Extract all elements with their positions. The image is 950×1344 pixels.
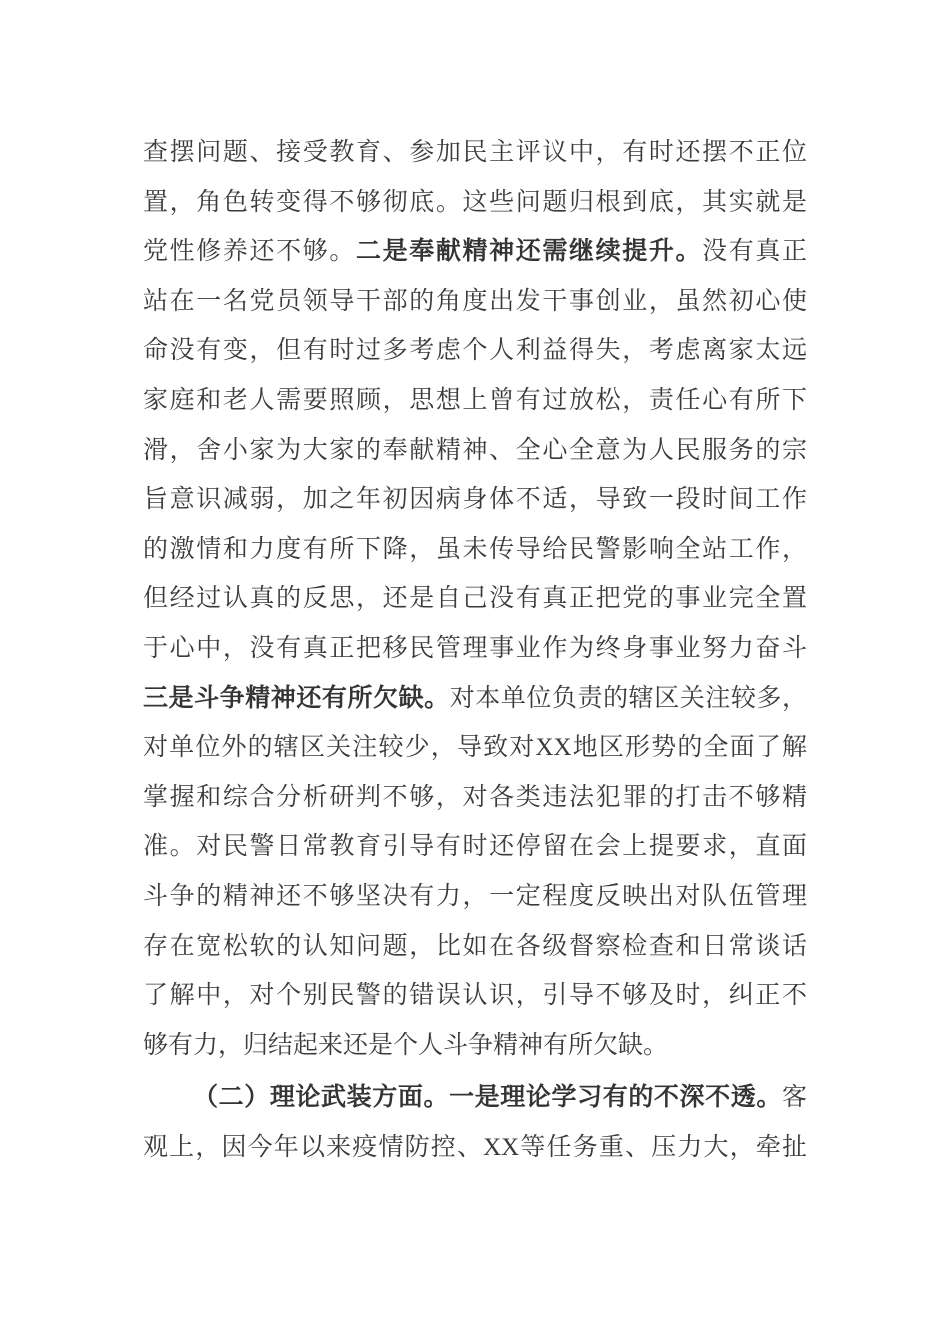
body-text: 的激情和力度有所下降，虽未传导给民警影响全站工作， (143, 535, 807, 563)
text-line (143, 227, 807, 277)
document-body (143, 128, 807, 1172)
body-text: 查摆问题、接受教育、参加民主评议中，有时还摆不正位 (143, 139, 807, 166)
text-line (143, 426, 807, 476)
text-line (143, 326, 807, 376)
text-line (143, 1021, 807, 1071)
body-text: 命没有变，但有时过多考虑个人利益得失，考虑离家太远 (143, 337, 807, 365)
body-text: 置，角色转变得不够彻底。这些问题归根到底，其实就是 (143, 188, 807, 216)
body-text: 存在宽松软的认知问题，比如在各级督察检查和日常谈话 (143, 932, 807, 960)
bold-emphasis-text: 二是奉献精神还需继续提升。 (356, 238, 703, 266)
text-line (143, 277, 807, 327)
text-line (143, 773, 807, 823)
bold-emphasis-text: 三是斗争精神还有所欠缺。 (143, 684, 450, 712)
text-line (143, 574, 807, 624)
text-line (143, 1123, 807, 1173)
body-text: 准。对民警日常教育引导有时还停留在会上提要求，直面 (143, 833, 807, 861)
paragraph-2 (143, 1073, 807, 1172)
body-text: 站在一名党员领导干部的角度出发干事创业，虽然初心使 (143, 287, 807, 315)
text-line (143, 475, 807, 525)
body-text: 斗争的精神还不够坚决有力，一定程度反映出对队伍管理 (143, 882, 807, 910)
text-line (143, 922, 807, 972)
text-line (143, 723, 807, 773)
text-line (143, 178, 807, 228)
body-text: 对本单位负责的辖区关注较多， (449, 684, 807, 712)
text-line (143, 971, 807, 1021)
body-text: 观上，因今年以来疫情防控、XX等任务重、压力大，牵扯 (143, 1133, 807, 1161)
body-text: 了解中，对个别民警的错误认识，引导不够及时，纠正不 (143, 982, 807, 1010)
text-line (143, 376, 807, 426)
bold-emphasis-text: （二）理论武装方面。一是理论学习有的不深不透。 (193, 1084, 782, 1112)
body-text: 于心中，没有真正把移民管理事业作为终身事业努力奋斗 (143, 634, 807, 662)
text-line (143, 674, 807, 724)
body-text: 旨意识减弱，加之年初因病身体不适，导致一段时间工作 (143, 486, 807, 514)
text-line (143, 822, 807, 872)
body-text: 够有力，归结起来还是个人斗争精神有所欠缺。 (143, 1031, 669, 1059)
text-line (143, 1073, 807, 1123)
body-text: 客 (781, 1084, 807, 1112)
body-text: 掌握和综合分析研判不够，对各类违法犯罪的打击不够精 (143, 783, 807, 811)
text-line (143, 872, 807, 922)
paragraph-1 (143, 128, 807, 1070)
text-line (143, 624, 807, 674)
body-text: 滑，舍小家为大家的奉献精神、全心全意为人民服务的宗 (143, 436, 807, 464)
text-line (143, 128, 807, 178)
body-text: 家庭和老人需要照顾，思想上曾有过放松，责任心有所下 (143, 386, 807, 414)
text-line (143, 525, 807, 575)
body-text: 党性修养还不够。 (143, 238, 356, 266)
body-text: 但经过认真的反思，还是自己没有真正把党的事业完全置 (143, 585, 807, 613)
body-text: 对单位外的辖区关注较少，导致对XX地区形势的全面了解 (143, 734, 807, 762)
body-text: 没有真正 (702, 238, 807, 266)
